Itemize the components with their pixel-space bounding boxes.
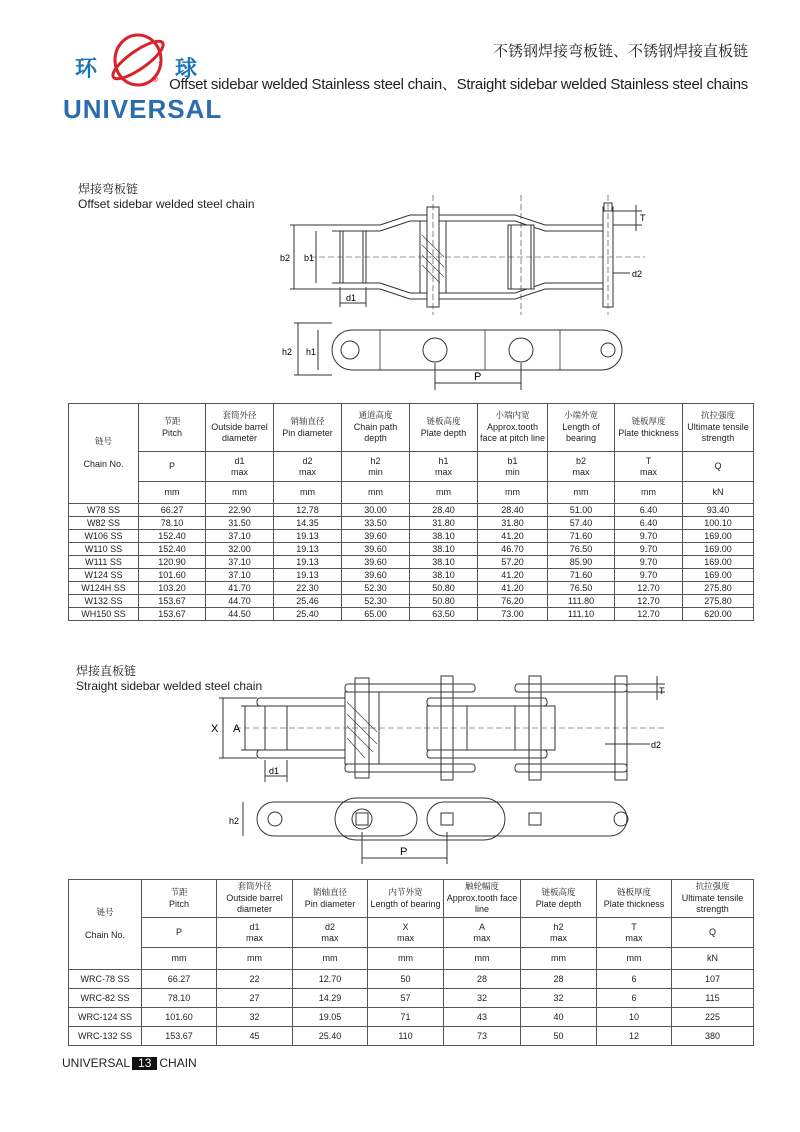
dim-label-b2: b2 bbox=[280, 253, 291, 263]
chain-no-cell: W124 SS bbox=[69, 569, 139, 582]
section1-title bbox=[78, 182, 255, 212]
table-cell: 93.40 bbox=[683, 504, 754, 517]
table-cell: 57.20 bbox=[478, 556, 548, 569]
table-cell: 31.80 bbox=[410, 517, 478, 530]
footer-brand: UNIVERSAL bbox=[62, 1056, 131, 1070]
table-cell: 14.29 bbox=[293, 989, 368, 1008]
table-cell: 101.60 bbox=[139, 569, 206, 582]
table-cell: 46.70 bbox=[478, 543, 548, 556]
table-cell: 38.10 bbox=[410, 543, 478, 556]
table-cell: 50 bbox=[368, 970, 444, 989]
table1-col-d2: 销轴直径 Pin diameter bbox=[274, 404, 342, 452]
table-cell: 66.27 bbox=[142, 970, 217, 989]
table-cell: 30.00 bbox=[342, 504, 410, 517]
table-cell: 12.70 bbox=[615, 595, 683, 608]
table-cell: 19.13 bbox=[274, 569, 342, 582]
straight-chain-diagram bbox=[205, 672, 675, 872]
dim-label-X: X bbox=[211, 723, 219, 735]
table1-col-pitch: 节距 Pitch bbox=[139, 404, 206, 452]
page-title-cn: 不锈钢焊接弯板链、不锈钢焊接直板链 bbox=[492, 42, 748, 60]
table-cell: 169.00 bbox=[683, 556, 754, 569]
page-title-en: Offset sidebar welded Stainless steel chain、Straight sidebar welded Stainless steel chains bbox=[169, 76, 748, 93]
table-cell: 50 bbox=[521, 1027, 597, 1046]
table-cell: 28 bbox=[444, 970, 521, 989]
table2-col-X: 内节外宽 Length of bearing bbox=[368, 880, 444, 918]
table-cell: 12.70 bbox=[615, 608, 683, 621]
table2-body bbox=[69, 970, 754, 1046]
chain-no-cell: W110 SS bbox=[69, 543, 139, 556]
table-row bbox=[69, 543, 754, 556]
table2-col-T: 链板厚度 Plate thickness bbox=[597, 880, 672, 918]
table-cell: 43 bbox=[444, 1008, 521, 1027]
chain-no-cell: WRC-78 SS bbox=[69, 970, 142, 989]
table-cell: 52.30 bbox=[342, 595, 410, 608]
logo-cn-right: 球 bbox=[175, 57, 198, 82]
table2-col-chain: 链号 Chain No. bbox=[69, 880, 142, 970]
table-cell: 169.00 bbox=[683, 569, 754, 582]
logo-wordmark: UNIVERSAL bbox=[63, 94, 223, 124]
table1-header-row bbox=[69, 404, 754, 452]
table-cell: 169.00 bbox=[683, 543, 754, 556]
table-cell: 37.10 bbox=[206, 530, 274, 543]
table-cell: 39.60 bbox=[342, 543, 410, 556]
table-cell: 10 bbox=[597, 1008, 672, 1027]
table-cell: 28.40 bbox=[478, 504, 548, 517]
table1-col-h2: 通道高度 Chain path depth bbox=[342, 404, 410, 452]
table2-col-Q: 抗拉强度 Ultimate tensile strength bbox=[672, 880, 754, 918]
footer-chain: CHAIN bbox=[159, 1056, 197, 1070]
table-cell: 76.50 bbox=[548, 582, 615, 595]
chain-no-cell: W111 SS bbox=[69, 556, 139, 569]
table-row bbox=[69, 582, 754, 595]
offset-chain-diagram bbox=[270, 195, 650, 390]
table-cell: 41.20 bbox=[478, 582, 548, 595]
chain-no-cell: W124H SS bbox=[69, 582, 139, 595]
table-cell: 12.70 bbox=[615, 582, 683, 595]
table1-col-Q: 抗拉强度 Ultimate tensile strength bbox=[683, 404, 754, 452]
dim-label-P: P bbox=[474, 371, 482, 383]
table-cell: 28.40 bbox=[410, 504, 478, 517]
table-cell: 76.50 bbox=[548, 543, 615, 556]
table-cell: 38.10 bbox=[410, 530, 478, 543]
table-cell: 275.80 bbox=[683, 582, 754, 595]
table-cell: 39.60 bbox=[342, 569, 410, 582]
table-row bbox=[69, 504, 754, 517]
dim-label-h2: h2 bbox=[282, 347, 293, 357]
table1-body bbox=[69, 504, 754, 621]
table-cell: 153.67 bbox=[142, 1027, 217, 1046]
table-cell: 27 bbox=[217, 989, 293, 1008]
table-cell: 6.40 bbox=[615, 517, 683, 530]
table-cell: 85.90 bbox=[548, 556, 615, 569]
chain-no-cell: W132 SS bbox=[69, 595, 139, 608]
table1-symbol-row: P d1 max d2 max h2 min h1 max b1 min b2 max T max Q bbox=[69, 452, 754, 482]
table2-col-h2: 链板高度 Plate depth bbox=[521, 880, 597, 918]
page-header bbox=[0, 0, 800, 130]
table-cell: 45 bbox=[217, 1027, 293, 1046]
table-cell: 152.40 bbox=[139, 543, 206, 556]
table-cell: 22 bbox=[217, 970, 293, 989]
table-cell: 57.40 bbox=[548, 517, 615, 530]
table-cell: 620.00 bbox=[683, 608, 754, 621]
table1-unit-row: mm mm mm mm mm mm mm mm kN bbox=[69, 482, 754, 504]
section1-title-cn: 焊接弯板链 bbox=[78, 182, 139, 196]
table1-col-d1: 套筒外径 Outside barrel diameter bbox=[206, 404, 274, 452]
dim-label-d1: d1 bbox=[346, 293, 357, 303]
table-cell: 103.20 bbox=[139, 582, 206, 595]
chain-no-cell: WH150 SS bbox=[69, 608, 139, 621]
table-row bbox=[69, 595, 754, 608]
table-cell: 32 bbox=[521, 989, 597, 1008]
table1-col-T: 链板厚度 Plate thickness bbox=[615, 404, 683, 452]
offset-chain-spec-table bbox=[68, 403, 754, 621]
table-row bbox=[69, 970, 754, 989]
table-cell: 6 bbox=[597, 989, 672, 1008]
section2-title-en: Straight sidebar welded steel chain bbox=[76, 679, 263, 693]
table-cell: 78.10 bbox=[142, 989, 217, 1008]
table-cell: 101.60 bbox=[142, 1008, 217, 1027]
table-cell: 120.90 bbox=[139, 556, 206, 569]
table-cell: 169.00 bbox=[683, 530, 754, 543]
table-cell: 107 bbox=[672, 970, 754, 989]
table-cell: 22.90 bbox=[206, 504, 274, 517]
table-cell: 153.67 bbox=[139, 608, 206, 621]
table-cell: 225 bbox=[672, 1008, 754, 1027]
table-cell: 71 bbox=[368, 1008, 444, 1027]
section1-title-en: Offset sidebar welded steel chain bbox=[78, 197, 255, 211]
table-cell: 50.80 bbox=[410, 582, 478, 595]
table-cell: 37.10 bbox=[206, 556, 274, 569]
table-cell: 39.60 bbox=[342, 530, 410, 543]
table-cell: 12.70 bbox=[293, 970, 368, 989]
table-cell: 19.13 bbox=[274, 530, 342, 543]
globe-logo-icon bbox=[105, 30, 171, 90]
straight-chain-spec-table bbox=[68, 879, 754, 1046]
table-cell: 40 bbox=[521, 1008, 597, 1027]
dim-label-h1: h1 bbox=[306, 347, 317, 357]
table-cell: 22.30 bbox=[274, 582, 342, 595]
table-cell: 153.67 bbox=[139, 595, 206, 608]
table-cell: 111.80 bbox=[548, 595, 615, 608]
table-cell: 39.60 bbox=[342, 556, 410, 569]
table-cell: 28 bbox=[521, 970, 597, 989]
table-cell: 51.00 bbox=[548, 504, 615, 517]
table2-unit-row: mm mm mm mm mm mm mm kN bbox=[69, 948, 754, 970]
dim-label-h2: h2 bbox=[229, 816, 240, 826]
section2-title-cn: 焊接直板链 bbox=[76, 664, 137, 678]
table-row bbox=[69, 517, 754, 530]
table2-col-pitch: 节距 Pitch bbox=[142, 880, 217, 918]
table-cell: 9.70 bbox=[615, 556, 683, 569]
table-row bbox=[69, 989, 754, 1008]
table-cell: 41.20 bbox=[478, 569, 548, 582]
table-cell: 65.00 bbox=[342, 608, 410, 621]
table-cell: 12.78 bbox=[274, 504, 342, 517]
table-cell: 115 bbox=[672, 989, 754, 1008]
logo-cn-left: 环 bbox=[75, 57, 98, 82]
dim-label-T: T bbox=[659, 686, 665, 696]
svg-text:®: ® bbox=[151, 75, 159, 84]
table-cell: 110 bbox=[368, 1027, 444, 1046]
table-cell: 66.27 bbox=[139, 504, 206, 517]
table-row bbox=[69, 556, 754, 569]
table-cell: 38.10 bbox=[410, 556, 478, 569]
dim-label-b1: b1 bbox=[304, 253, 315, 263]
table-row bbox=[69, 1008, 754, 1027]
table-cell: 9.70 bbox=[615, 543, 683, 556]
dim-label-T: T bbox=[640, 213, 646, 223]
table-cell: 41.20 bbox=[478, 530, 548, 543]
table-row bbox=[69, 1027, 754, 1046]
table-cell: 152.40 bbox=[139, 530, 206, 543]
table-cell: 25.40 bbox=[274, 608, 342, 621]
table-cell: 50.80 bbox=[410, 595, 478, 608]
table-cell: 52.30 bbox=[342, 582, 410, 595]
table-cell: 73 bbox=[444, 1027, 521, 1046]
table2-col-d2: 销轴直径 Pin diameter bbox=[293, 880, 368, 918]
table-cell: 57 bbox=[368, 989, 444, 1008]
page-footer bbox=[62, 1056, 197, 1070]
table-cell: 100.10 bbox=[683, 517, 754, 530]
table-cell: 6.40 bbox=[615, 504, 683, 517]
table-row bbox=[69, 608, 754, 621]
table2-col-A: 触轮幅度 Approx.tooth face line bbox=[444, 880, 521, 918]
table-cell: 19.13 bbox=[274, 556, 342, 569]
dim-label-A: A bbox=[233, 723, 241, 735]
table-row bbox=[69, 569, 754, 582]
table-cell: 9.70 bbox=[615, 530, 683, 543]
table-cell: 32 bbox=[217, 1008, 293, 1027]
table-cell: 71.60 bbox=[548, 530, 615, 543]
table-cell: 73.00 bbox=[478, 608, 548, 621]
table-cell: 41.70 bbox=[206, 582, 274, 595]
chain-no-cell: W82 SS bbox=[69, 517, 139, 530]
table-cell: 33.50 bbox=[342, 517, 410, 530]
table-cell: 14.35 bbox=[274, 517, 342, 530]
table-cell: 44.50 bbox=[206, 608, 274, 621]
table-cell: 19.05 bbox=[293, 1008, 368, 1027]
table-cell: 76.20 bbox=[478, 595, 548, 608]
table-cell: 71.60 bbox=[548, 569, 615, 582]
table1-col-chain: 链号 Chain No. bbox=[69, 404, 139, 504]
dim-label-P: P bbox=[400, 846, 408, 858]
table-cell: 32.00 bbox=[206, 543, 274, 556]
table2-header-row bbox=[69, 880, 754, 918]
table-cell: 38.10 bbox=[410, 569, 478, 582]
table-cell: 111.10 bbox=[548, 608, 615, 621]
table-cell: 32 bbox=[444, 989, 521, 1008]
table-cell: 31.50 bbox=[206, 517, 274, 530]
table1-col-h1: 链板高度 Plate depth bbox=[410, 404, 478, 452]
table-cell: 63.50 bbox=[410, 608, 478, 621]
table1-col-b1: 小端内宽 Approx.tooth face at pitch line bbox=[478, 404, 548, 452]
table-cell: 6 bbox=[597, 970, 672, 989]
chain-no-cell: WRC-124 SS bbox=[69, 1008, 142, 1027]
table-cell: 275.80 bbox=[683, 595, 754, 608]
table2-col-d1: 套筒外径 Outside barrel diameter bbox=[217, 880, 293, 918]
table-cell: 12 bbox=[597, 1027, 672, 1046]
dim-label-d1: d1 bbox=[269, 766, 280, 776]
table-cell: 380 bbox=[672, 1027, 754, 1046]
chain-no-cell: W106 SS bbox=[69, 530, 139, 543]
page-number: 13 bbox=[132, 1057, 157, 1070]
chain-no-cell: WRC-82 SS bbox=[69, 989, 142, 1008]
table-cell: 44.70 bbox=[206, 595, 274, 608]
chain-no-cell: W78 SS bbox=[69, 504, 139, 517]
table-cell: 25.46 bbox=[274, 595, 342, 608]
table-row bbox=[69, 530, 754, 543]
table-cell: 78.10 bbox=[139, 517, 206, 530]
table1-col-b2: 小端外宽 Length of bearing bbox=[548, 404, 615, 452]
dim-label-d2: d2 bbox=[651, 740, 662, 750]
chain-no-cell: WRC-132 SS bbox=[69, 1027, 142, 1046]
dim-label-d2: d2 bbox=[632, 269, 643, 279]
table-cell: 25.40 bbox=[293, 1027, 368, 1046]
table-cell: 31.80 bbox=[478, 517, 548, 530]
table-cell: 19.13 bbox=[274, 543, 342, 556]
table-cell: 37.10 bbox=[206, 569, 274, 582]
table2-symbol-row: P d1 max d2 max X max A max h2 max T max Q bbox=[69, 918, 754, 948]
table-cell: 9.70 bbox=[615, 569, 683, 582]
